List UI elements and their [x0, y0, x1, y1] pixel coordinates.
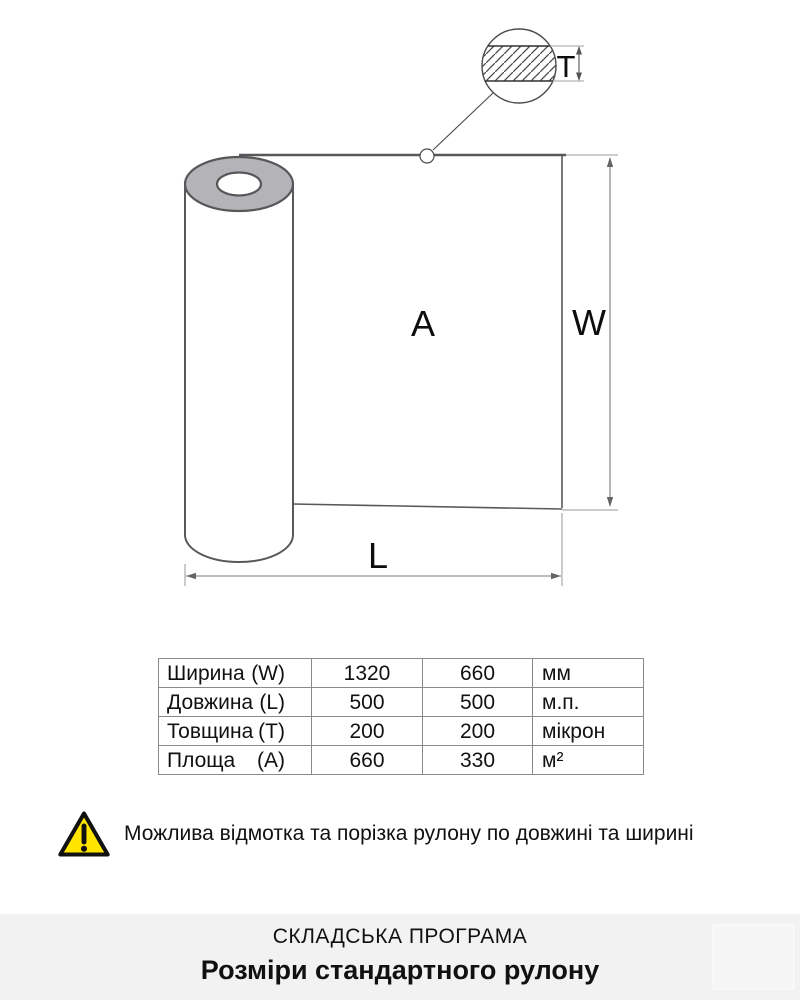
- param-name: Товщина: [167, 719, 254, 743]
- area-label: A: [410, 303, 436, 344]
- param-name: Ширина: [167, 661, 245, 685]
- value-cell: 330: [423, 746, 533, 775]
- unit-cell: мікрон: [533, 717, 644, 746]
- table-row: [159, 659, 644, 688]
- callout-point-marker: [420, 149, 434, 163]
- table-row: [159, 717, 644, 746]
- footer-subtitle: СКЛАДСЬКА ПРОГРАМА: [272, 925, 528, 948]
- warning-note: [57, 809, 757, 859]
- footer-ghost-box: [713, 925, 794, 989]
- value-cell: 660: [312, 746, 423, 775]
- value-cell: 660: [423, 659, 533, 688]
- roll-dimensions-table: [158, 658, 644, 775]
- param-name: Площа: [167, 748, 236, 772]
- dimension-width: [562, 157, 618, 510]
- param-symbol: (W): [251, 661, 285, 685]
- param-symbol: (Т): [258, 719, 285, 743]
- unit-cell: м²: [533, 746, 644, 775]
- footer-band: [0, 914, 800, 1000]
- thickness-label: T: [556, 49, 576, 84]
- value-cell: 500: [423, 688, 533, 717]
- length-label: L: [367, 535, 389, 576]
- table-row: [159, 746, 644, 775]
- footer-title: Розміри стандартного рулону: [200, 955, 600, 985]
- warning-text: Можлива відмотка та порізка рулону по довжині та ширині: [124, 822, 694, 845]
- thickness-detail-callout: [420, 29, 584, 163]
- roll-graphic: [185, 157, 293, 562]
- param-symbol: (L): [259, 690, 285, 714]
- param-name: Довжина: [167, 690, 254, 714]
- unit-cell: м.п.: [533, 688, 644, 717]
- value-cell: 1320: [312, 659, 423, 688]
- param-symbol: (А): [257, 748, 285, 772]
- width-label: W: [572, 302, 606, 343]
- dimension-thickness: [557, 46, 582, 84]
- table-row: [159, 688, 644, 717]
- hatched-film-section: [480, 46, 558, 81]
- value-cell: 200: [312, 717, 423, 746]
- unit-cell: мм: [533, 659, 644, 688]
- value-cell: 200: [423, 717, 533, 746]
- roll-core-hole: [217, 173, 261, 196]
- value-cell: 500: [312, 688, 423, 717]
- warning-triangle-icon: [57, 809, 111, 859]
